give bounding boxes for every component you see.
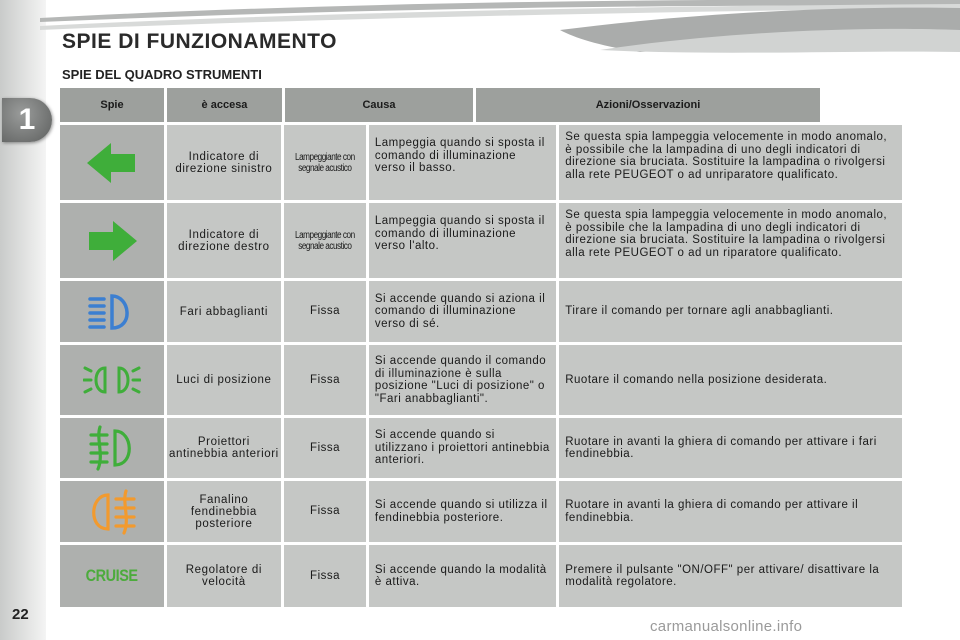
light-action: Ruotare in avanti la ghiera di comando per attivare il fendinebbia. [559, 481, 902, 542]
rear-fog-lamp-icon [60, 481, 164, 542]
light-name: Indicatore di direzione destro [167, 203, 282, 278]
turn-right-arrow-icon [60, 203, 164, 278]
light-action: Ruotare in avanti la ghiera di comando per attivare i fari fendinebbia. [559, 418, 902, 478]
light-name: Regolatore di velocità [167, 545, 282, 607]
left-margin-band [0, 0, 46, 640]
table-row [60, 418, 902, 478]
light-name: Indicatore di direzione sinistro [167, 125, 282, 200]
page-number: 22 [12, 606, 29, 623]
warning-lights-table [60, 88, 902, 125]
light-state: Fissa [284, 345, 366, 415]
light-cause: Lampeggia quando si sposta il comando di illuminazione verso l'alto. [369, 203, 556, 278]
light-action: Tirare il comando per tornare agli anabbaglianti. [559, 281, 902, 342]
warning-lights-body [60, 125, 902, 610]
light-name: Proiettori antinebbia anteriori [167, 418, 282, 478]
table-row [60, 481, 902, 542]
light-cause: Si accende quando la modalità è attiva. [369, 545, 556, 607]
light-action: Premere il pulsante "ON/OFF" per attivare/ disattivare la modalità regolatore. [559, 545, 902, 607]
turn-left-arrow-icon [60, 125, 164, 200]
table-header-row [60, 88, 902, 122]
light-cause: Si accende quando si aziona il comando di illuminazione verso di sé. [369, 281, 556, 342]
light-state: Fissa [284, 281, 366, 342]
light-cause: Si accende quando si utilizza il fendinebbia posteriore. [369, 481, 556, 542]
light-cause: Lampeggia quando si sposta il comando di illuminazione verso il basso. [369, 125, 556, 200]
light-name: Fanalino fendinebbia posteriore [167, 481, 282, 542]
light-state: Fissa [284, 418, 366, 478]
light-name: Fari abbaglianti [167, 281, 282, 342]
table-row [60, 345, 902, 415]
table-row [60, 545, 902, 607]
light-action: Se questa spia lampeggia velocemente in modo anomalo, è possibile che la lampadina di uno degli indicatori di direzione sia bruciata. Sostituire la lampadina o rivolgersi alla rete PEUGEOT o ad unriparatore qualificato. [559, 125, 902, 200]
light-cause: Si accende quando il comando di illuminazione è sulla posizione "Luci di posizione" o "Fari anabbaglianti". [369, 345, 556, 415]
table-row [60, 203, 902, 278]
light-state: Lampeggiante con segnale acustico [284, 125, 366, 200]
light-name: Luci di posizione [167, 345, 282, 415]
header-causa: Causa [285, 88, 473, 122]
section-title: SPIE DEL QUADRO STRUMENTI [62, 67, 262, 82]
position-lights-icon [60, 345, 164, 415]
header-spie: Spie [60, 88, 164, 122]
front-fog-lamp-icon [60, 418, 164, 478]
header-azioni: Azioni/Osservazioni [476, 88, 820, 122]
high-beam-icon [60, 281, 164, 342]
table-row [60, 281, 902, 342]
light-action: Se questa spia lampeggia velocemente in modo anomalo, è possibile che la lampadina di uno degli indicatori di direzione sia bruciata. Sostituire la lampadina o rivolgersi alla rete PEUGEOT o ad un riparatore qualificato. [559, 203, 902, 278]
header-status: è accesa [167, 88, 282, 122]
light-state: Fissa [284, 481, 366, 542]
cruise-icon [60, 545, 164, 607]
page-title: SPIE DI FUNZIONAMENTO [62, 30, 337, 53]
light-state: Fissa [284, 545, 366, 607]
light-action: Ruotare il comando nella posizione desiderata. [559, 345, 902, 415]
light-cause: Si accende quando si utilizzano i proiettori antinebbia anteriori. [369, 418, 556, 478]
watermark: carmanualsonline.info [650, 618, 803, 635]
light-state: Lampeggiante con segnale acustico [284, 203, 366, 278]
table-row [60, 125, 902, 200]
chapter-badge: 1 [2, 98, 52, 142]
cruise-icon-label: CRUISE [85, 566, 138, 585]
